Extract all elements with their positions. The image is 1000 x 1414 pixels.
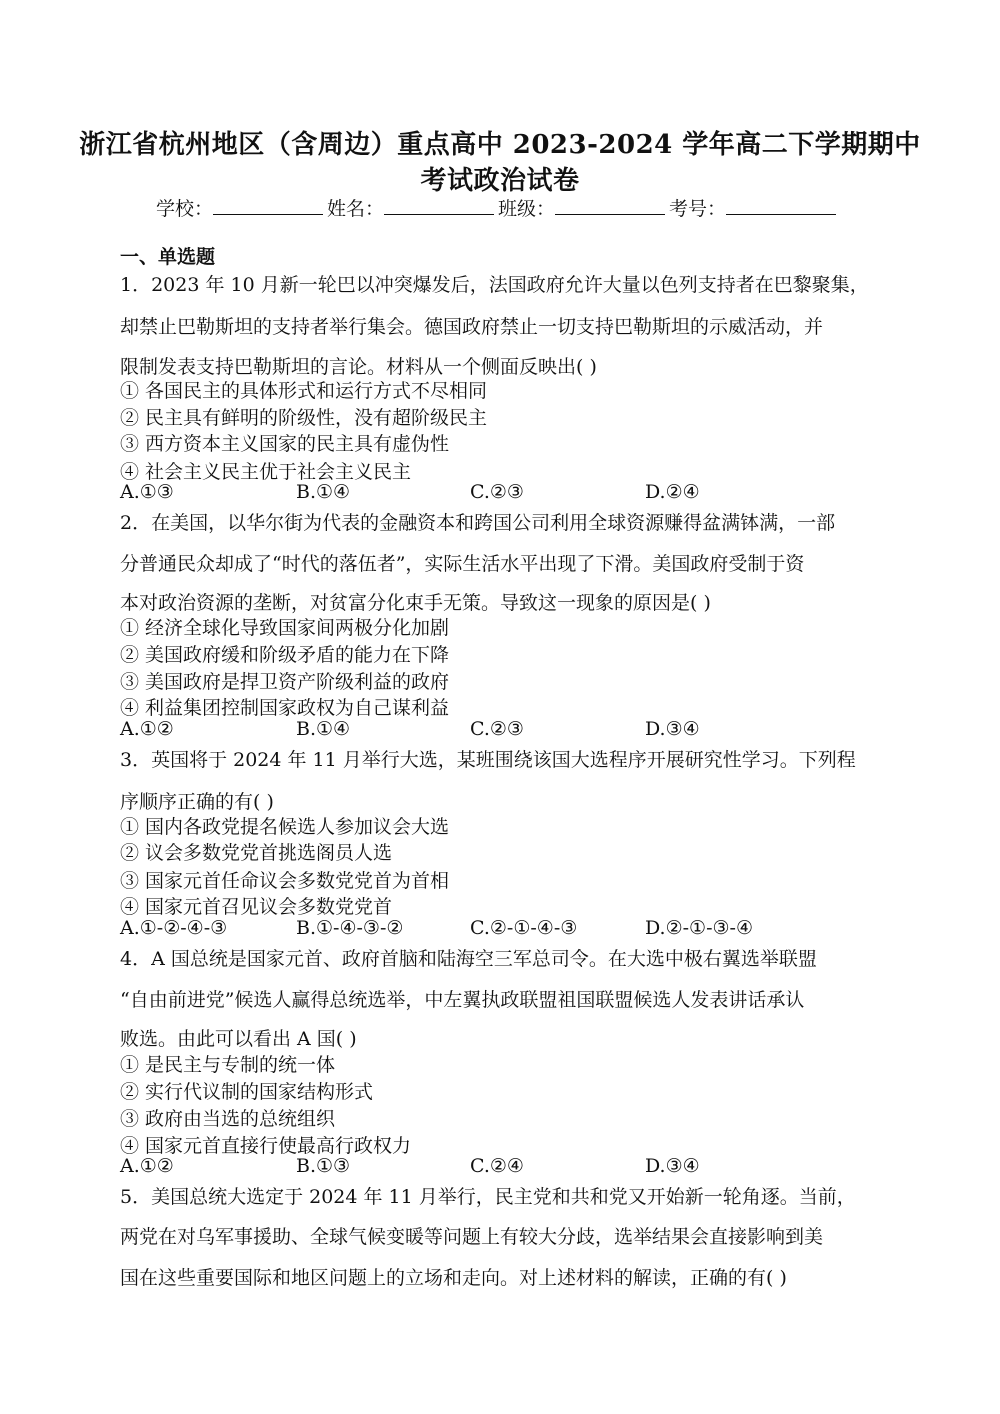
option-d[interactable]: D.②④ <box>645 481 700 503</box>
option-b[interactable]: B.①④ <box>296 481 351 503</box>
q1-item: ④ 社会主义民主优于社会主义民主 <box>120 461 412 483</box>
q2-options <box>120 718 840 744</box>
q2-item: ④ 利益集团控制国家政权为自己谋利益 <box>120 697 450 719</box>
number-blank[interactable] <box>726 194 836 215</box>
option-c[interactable]: C.②-①-④-③ <box>470 917 578 939</box>
q4-stem-line: 败选。由此可以看出 A 国( ) <box>120 1028 357 1050</box>
q4-options <box>120 1155 840 1181</box>
q3-item: ② 议会多数党党首挑选阁员人选 <box>120 842 393 864</box>
section-heading: 一、单选题 <box>120 246 216 268</box>
class-blank[interactable] <box>555 194 665 215</box>
q2-stem-line: 本对政治资源的垄断，对贫富分化束手无策。导致这一现象的原因是( ) <box>120 592 711 614</box>
q1-item: ③ 西方资本主义国家的民主具有虚伪性 <box>120 433 450 455</box>
q4-stem-line: “自由前进党”候选人赢得总统选举，中左翼执政联盟祖国联盟候选人发表讲话承认 <box>120 989 805 1011</box>
option-a[interactable]: A.①③ <box>120 481 174 503</box>
q5-stem-line: 国在这些重要国际和地区问题上的立场和走向。对上述材料的解读，正确的有( ) <box>120 1267 787 1289</box>
student-info-row <box>156 194 840 221</box>
q4-item: ① 是民主与专制的统一体 <box>120 1054 336 1076</box>
number-field <box>669 194 840 221</box>
class-field <box>498 194 669 221</box>
name-field <box>327 194 498 221</box>
q3-options <box>120 917 840 943</box>
class-label: 班级： <box>498 198 556 220</box>
q3-stem-line: 序顺序正确的有( ) <box>120 791 274 813</box>
q1-item: ① 各国民主的具体形式和运行方式不尽相同 <box>120 380 488 402</box>
q4-stem-line: 4．A 国总统是国家元首、政府首脑和陆海空三军总司令。在大选中极右翼选举联盟 <box>120 948 817 970</box>
q1-stem-line: 限制发表支持巴勒斯坦的言论。材料从一个侧面反映出( ) <box>120 356 597 378</box>
q2-item: ① 经济全球化导致国家间两极分化加剧 <box>120 617 450 639</box>
q2-stem-line: 分普通民众却成了“时代的落伍者”，实际生活水平出现了下滑。美国政府受制于资 <box>120 553 805 575</box>
option-d[interactable]: D.②-①-③-④ <box>645 917 753 939</box>
option-b[interactable]: B.①④ <box>296 718 351 740</box>
exam-title-line1: 浙江省杭州地区（含周边）重点高中 2023-2024 学年高二下学期期中 <box>79 130 921 160</box>
q1-options <box>120 481 840 507</box>
option-c[interactable]: C.②③ <box>470 481 524 503</box>
q4-item: ② 实行代议制的国家结构形式 <box>120 1081 374 1103</box>
q3-item: ① 国内各政党提名候选人参加议会大选 <box>120 816 450 838</box>
option-a[interactable]: A.①② <box>120 718 174 740</box>
q2-stem-line: 2．在美国，以华尔街为代表的金融资本和跨国公司利用全球资源赚得盆满钵满，一部 <box>120 512 836 534</box>
option-d[interactable]: D.③④ <box>645 1155 700 1177</box>
school-field <box>156 194 327 221</box>
option-a[interactable]: A.①② <box>120 1155 174 1177</box>
option-c[interactable]: C.②④ <box>470 1155 524 1177</box>
option-b[interactable]: B.①③ <box>296 1155 351 1177</box>
q3-item: ③ 国家元首任命议会多数党党首为首相 <box>120 870 450 892</box>
option-b[interactable]: B.①-④-③-② <box>296 917 404 939</box>
q4-item: ④ 国家元首直接行使最高行政权力 <box>120 1135 412 1157</box>
name-blank[interactable] <box>384 194 494 215</box>
q2-item: ② 美国政府缓和阶级矛盾的能力在下降 <box>120 644 450 666</box>
option-a[interactable]: A.①-②-④-③ <box>120 917 228 939</box>
q3-item: ④ 国家元首召见议会多数党党首 <box>120 896 393 918</box>
name-label: 姓名： <box>327 198 385 220</box>
q1-item: ② 民主具有鲜明的阶级性，没有超阶级民主 <box>120 407 488 429</box>
exam-title-line2: 考试政治试卷 <box>420 166 580 196</box>
q4-item: ③ 政府由当选的总统组织 <box>120 1108 336 1130</box>
option-d[interactable]: D.③④ <box>645 718 700 740</box>
school-blank[interactable] <box>213 194 323 215</box>
q5-stem-line: 两党在对乌军事援助、全球气候变暖等问题上有较大分歧，选举结果会直接影响到美 <box>120 1226 824 1248</box>
school-label: 学校： <box>156 198 214 220</box>
q2-item: ③ 美国政府是捍卫资产阶级利益的政府 <box>120 671 450 693</box>
number-label: 考号： <box>669 198 727 220</box>
q1-stem-line: 1．2023 年 10 月新一轮巴以冲突爆发后，法国政府允许大量以色列支持者在巴黎聚集， <box>120 274 869 296</box>
q5-stem-line: 5．美国总统大选定于 2024 年 11 月举行，民主党和共和党又开始新一轮角逐。当前， <box>120 1186 856 1208</box>
q1-stem-line: 却禁止巴勒斯坦的支持者举行集会。德国政府禁止一切支持巴勒斯坦的示威活动，并 <box>120 316 824 338</box>
option-c[interactable]: C.②③ <box>470 718 524 740</box>
q3-stem-line: 3．英国将于 2024 年 11 月举行大选，某班围绕该国大选程序开展研究性学习。下列程 <box>120 749 856 771</box>
